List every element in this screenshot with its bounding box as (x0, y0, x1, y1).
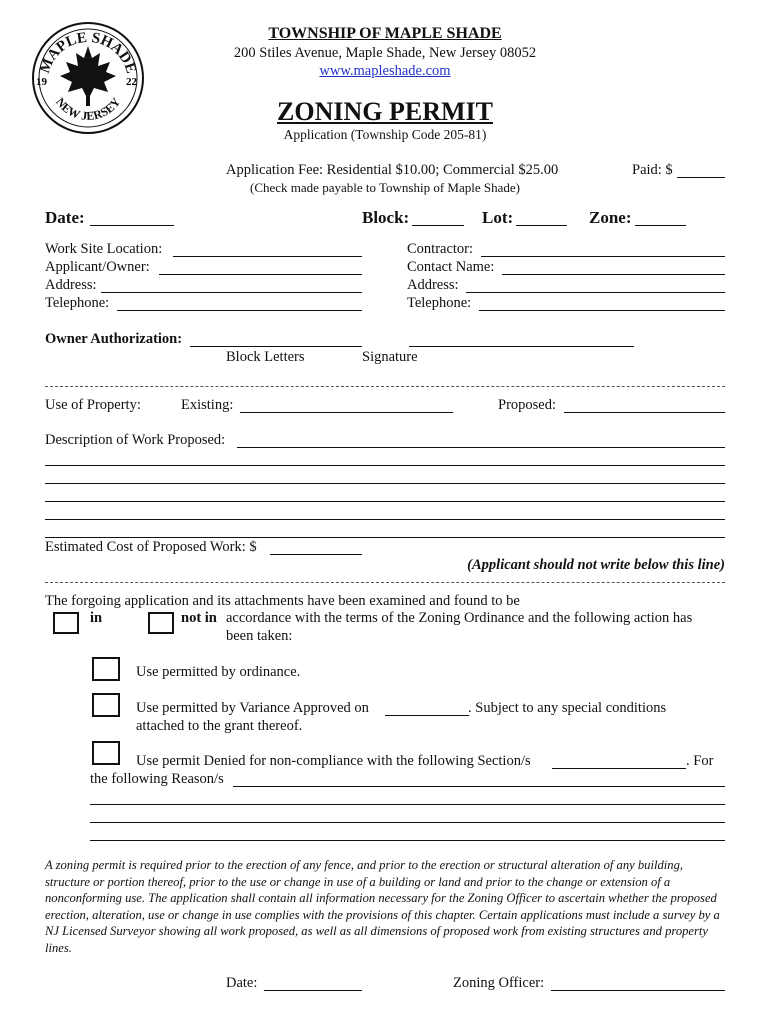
not-in-checkbox[interactable] (148, 612, 174, 634)
applicant-address-label: Address: (45, 277, 97, 293)
applicant-owner-label: Applicant/Owner: (45, 259, 150, 275)
owner-block-letters-field[interactable] (190, 346, 362, 347)
variance-date-field[interactable] (385, 715, 469, 716)
existing-use-field[interactable] (240, 412, 453, 413)
accordance-text: accordance with the terms of the Zoning Ordinance and the following action has (226, 610, 693, 626)
description-field-2[interactable] (45, 465, 725, 466)
footer-date-label: Date: (226, 975, 258, 991)
application-fee: Application Fee: Residential $10.00; Commercial $25.00 (226, 162, 559, 178)
divider-2 (45, 582, 725, 583)
description-field-6[interactable] (45, 537, 725, 538)
denied-section-field[interactable] (552, 768, 686, 769)
paid-label: Paid: $ (632, 162, 673, 178)
check-note: (Check made payable to Township of Maple Shade) (250, 180, 520, 195)
in-checkbox[interactable] (53, 612, 79, 634)
township-seal (30, 20, 146, 136)
township-title: TOWNSHIP OF MAPLE SHADE (268, 25, 502, 42)
applicant-address-field[interactable] (101, 292, 362, 293)
seal-year-left: 19 (36, 76, 47, 88)
website-link[interactable]: www.mapleshade.com (319, 63, 451, 79)
denied-reason-field-2[interactable] (90, 804, 725, 805)
applicant-owner-field[interactable] (159, 274, 362, 275)
paid-field[interactable] (677, 177, 725, 178)
existing-label: Existing: (181, 397, 234, 413)
denied-reason-field-4[interactable] (90, 840, 725, 841)
maple-leaf-icon (60, 46, 116, 106)
in-label: in (90, 610, 103, 626)
not-in-label: not in (181, 610, 217, 626)
form-title: ZONING PERMIT (277, 97, 493, 126)
contractor-address-field[interactable] (466, 292, 725, 293)
description-label: Description of Work Proposed: (45, 432, 226, 448)
contractor-label: Contractor: (407, 241, 474, 257)
variance-option-text: Use permitted by Variance Approved on (136, 700, 369, 716)
estimated-cost-label: Estimated Cost of Proposed Work: $ (45, 539, 257, 555)
lot-label: Lot: (482, 208, 514, 227)
description-field-5[interactable] (45, 519, 725, 520)
block-letters-caption: Block Letters (226, 349, 305, 365)
variance-option-text-3: attached to the grant thereof. (136, 718, 303, 734)
date-label: Date: (45, 208, 85, 227)
applicant-telephone-field[interactable] (117, 310, 362, 311)
denied-reason-label: the following Reason/s (90, 771, 224, 787)
seal-top-text: MAPLE SHADE (37, 29, 139, 76)
denied-option-text-2: . For (686, 753, 714, 769)
denied-reason-field-1[interactable] (233, 786, 725, 787)
contractor-address-label: Address: (407, 277, 459, 293)
contact-name-field[interactable] (502, 274, 725, 275)
description-field-4[interactable] (45, 501, 725, 502)
denied-option-text: Use permit Denied for non-compliance with the following Section/s (136, 753, 531, 769)
work-site-label: Work Site Location: (45, 241, 163, 257)
zone-field[interactable] (635, 225, 686, 226)
zone-label: Zone: (589, 208, 632, 227)
seal-year-right: 22 (126, 76, 137, 88)
contractor-field[interactable] (481, 256, 725, 257)
seal-bottom-text: NEW JERSEY (52, 94, 124, 124)
zoning-officer-field[interactable] (551, 990, 725, 991)
owner-authorization-label: Owner Authorization: (45, 331, 183, 347)
permitted-checkbox[interactable] (92, 657, 120, 681)
description-field-1[interactable] (237, 447, 725, 448)
zoning-notice: A zoning permit is required prior to the erection of any fence, and prior to the erection or structural alteration of any building, structure or portion thereof, prior to the use or change in use of a building or land and prior to the change or extension of a nonconforming use. The application shall contain all information necessary for the Zoning Officer to ascertain whether the proposed erection, alteration, use or change in use complies with the provisions of this chapter. Certain applications must include a survey by a NJ Licensed Surveyor showing all work proposed, as well as all dimensions of proposed work from existing structures and property lines. (45, 858, 720, 955)
use-of-property-label: Use of Property: (45, 397, 141, 413)
denied-checkbox[interactable] (92, 741, 120, 765)
contractor-telephone-field[interactable] (479, 310, 725, 311)
proposed-use-field[interactable] (564, 412, 725, 413)
variance-checkbox[interactable] (92, 693, 120, 717)
applicant-note: (Applicant should not write below this line) (467, 557, 725, 573)
estimated-cost-field[interactable] (270, 554, 362, 555)
taken-text: been taken: (226, 628, 293, 644)
form-subtitle: Application (Township Code 205-81) (283, 127, 487, 142)
work-site-field[interactable] (173, 256, 362, 257)
variance-option-text-2: . Subject to any special conditions (468, 700, 667, 716)
description-field-3[interactable] (45, 483, 725, 484)
proposed-label: Proposed: (498, 397, 556, 413)
zoning-officer-label: Zoning Officer: (453, 975, 545, 991)
date-field[interactable] (90, 225, 174, 226)
contractor-telephone-label: Telephone: (407, 295, 472, 311)
footer-date-field[interactable] (264, 990, 362, 991)
block-label: Block: (362, 208, 410, 227)
review-statement: The forgoing application and its attachments have been examined and found to be (45, 593, 520, 609)
owner-signature-field[interactable] (409, 346, 634, 347)
lot-field[interactable] (516, 225, 567, 226)
signature-caption: Signature (362, 349, 418, 365)
denied-reason-field-3[interactable] (90, 822, 725, 823)
applicant-telephone-label: Telephone: (45, 295, 110, 311)
contact-name-label: Contact Name: (407, 259, 495, 275)
block-field[interactable] (412, 225, 464, 226)
website-link-wrap (170, 63, 600, 80)
permitted-option: Use permitted by ordinance. (136, 664, 301, 680)
divider-1 (45, 386, 725, 387)
township-address: 200 Stiles Avenue, Maple Shade, New Jersey 08052 (233, 45, 537, 61)
